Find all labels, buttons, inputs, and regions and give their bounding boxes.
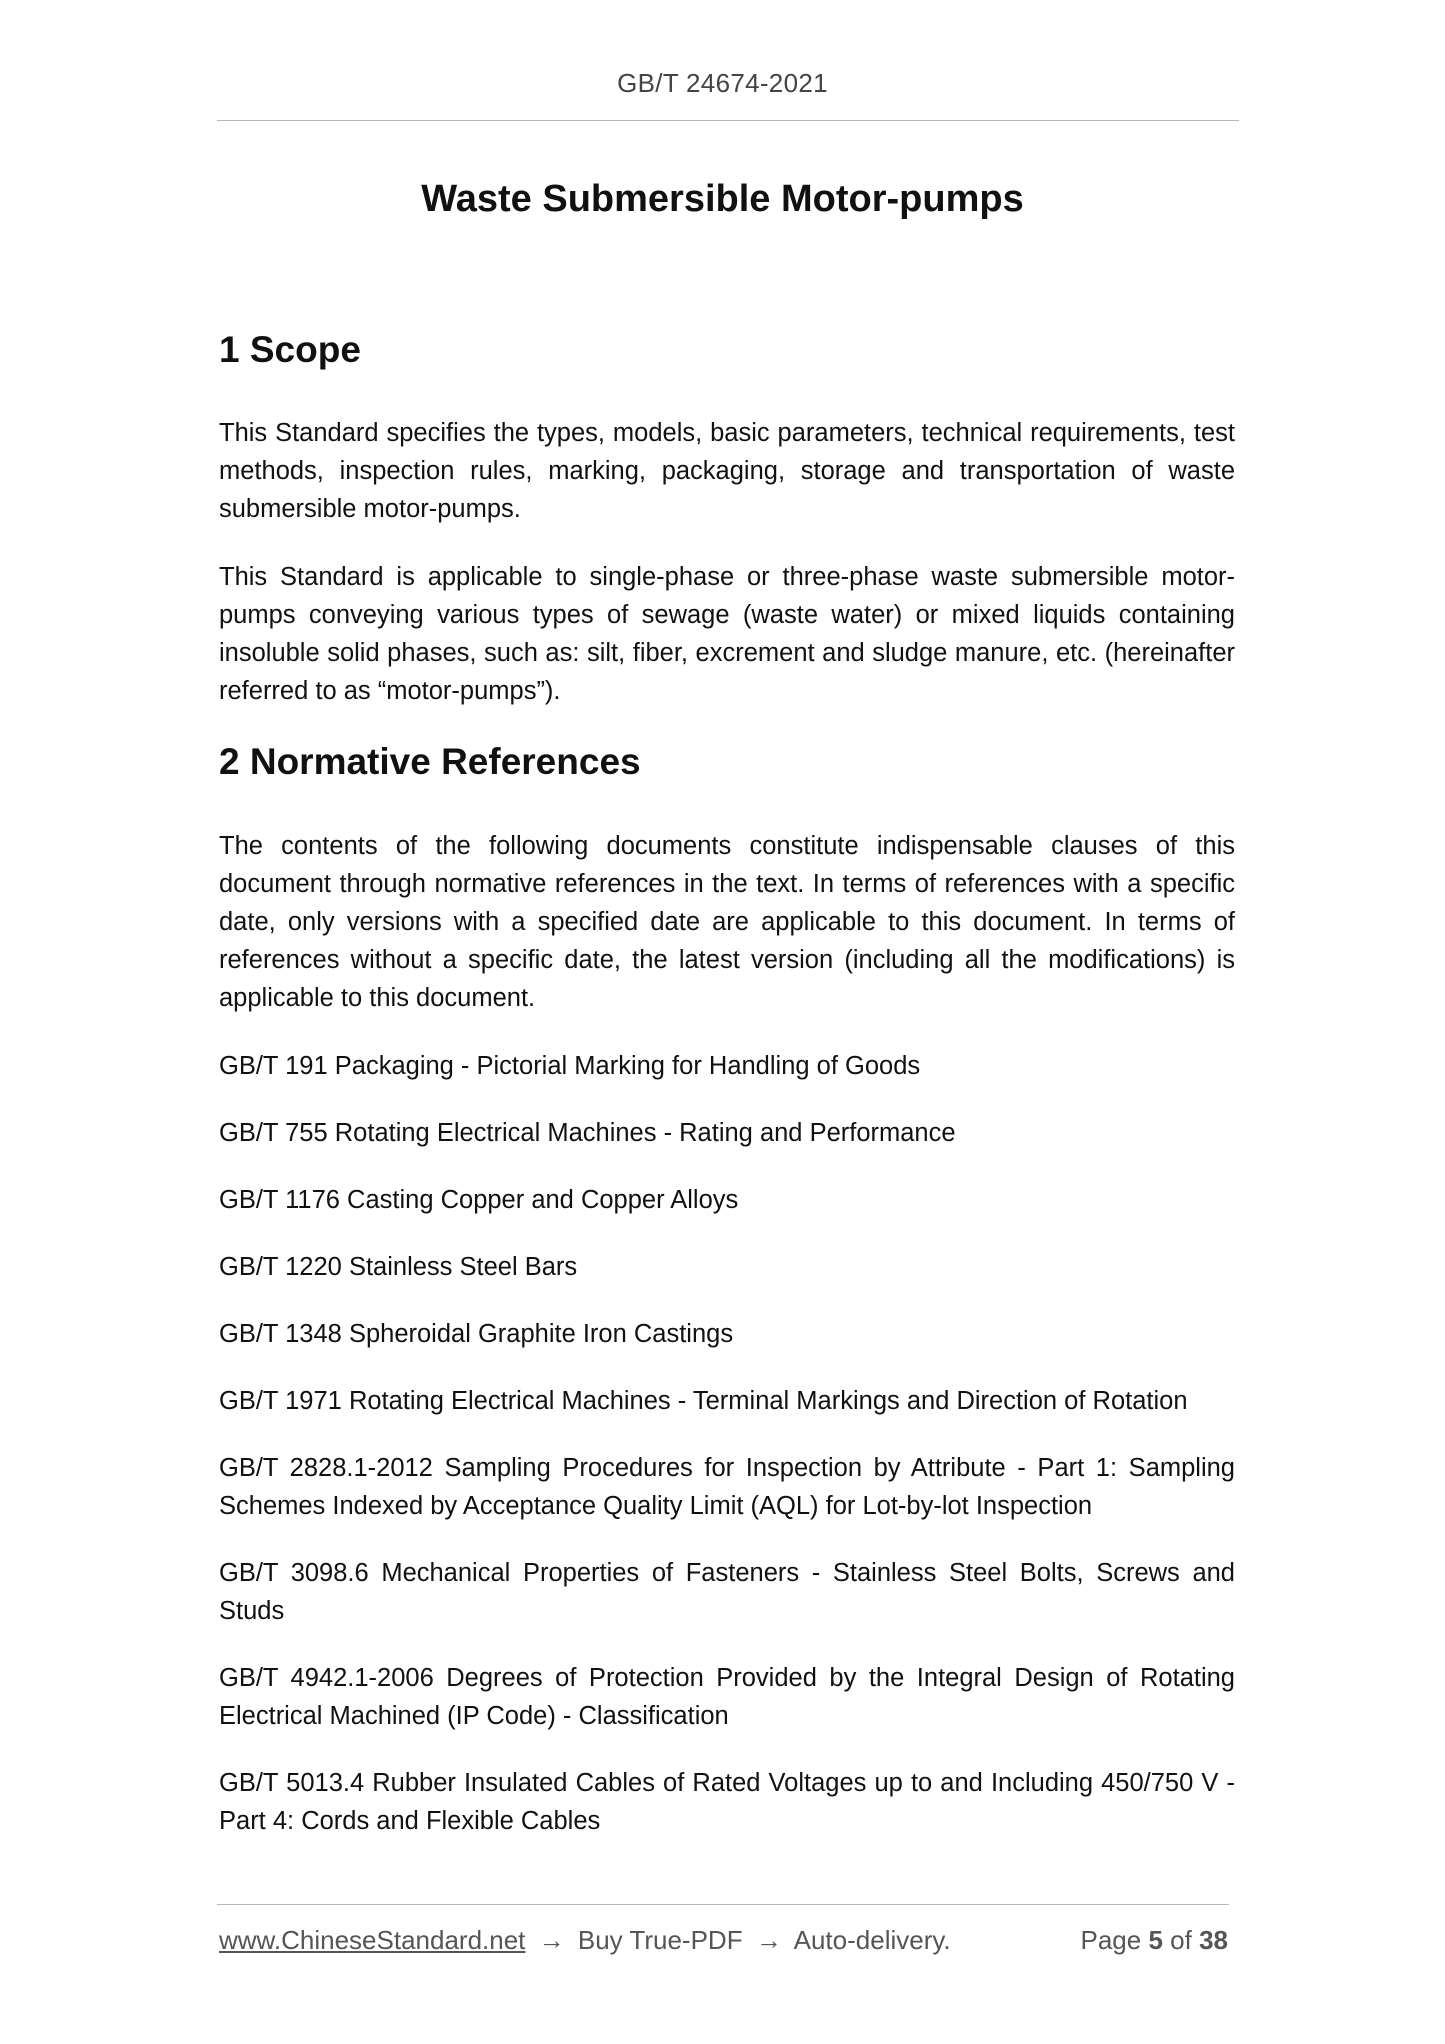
header-divider [217, 120, 1239, 121]
reference-item: GB/T 2828.1-2012 Sampling Procedures for Inspection by Attribute - Part 1: Sampling Schemes Indexed by Acceptance Quality Limit (AQL) for Lot-by-lot Inspection [219, 1453, 1235, 1520]
arrow-right-icon: → [755, 1925, 782, 1955]
scope-paragraph: This Standard specifies the types, models, basic parameters, technical requirements, test methods, inspection rules, marking, packaging, storage and transportation of waste submersible motor-pumps. [219, 419, 1235, 524]
reference-item: GB/T 3098.6 Mechanical Properties of Fasteners - Stainless Steel Bolts, Screws and Studs [219, 1558, 1235, 1625]
footer-promo [219, 1925, 951, 1956]
section-heading-normative-references: 2 Normative References [219, 741, 641, 783]
current-page-number: 5 [1148, 1925, 1163, 1955]
reference-item: GB/T 5013.4 Rubber Insulated Cables of Rated Voltages up to and Including 450/750 V - Part 4: Cords and Flexible Cables [219, 1768, 1235, 1835]
section-heading-scope: 1 Scope [219, 329, 361, 370]
website-link[interactable]: www.ChineseStandard.net [219, 1925, 526, 1955]
footer-divider [217, 1904, 1229, 1905]
reference-item: GB/T 1176 Casting Copper and Copper Alloys [219, 1185, 739, 1214]
page-label: Page [1080, 1925, 1142, 1955]
of-label: of [1170, 1925, 1192, 1955]
references-intro-paragraph: The contents of the following documents constitute indispensable clauses of this document through normative references in the text. In terms of references with a specific date, only versions with a specified date are applicable to this document. In terms of references without a specific date, the latest version (including all the modifications) is applicable to this document. [219, 831, 1235, 1012]
document-title: Waste Submersible Motor-pumps [421, 178, 1024, 220]
document-body [219, 328, 1235, 1869]
reference-item: GB/T 4942.1-2006 Degrees of Protection Provided by the Integral Design of Rotating Electrical Machined (IP Code) - Classification [219, 1663, 1235, 1730]
reference-item: GB/T 1348 Spheroidal Graphite Iron Castings [219, 1319, 734, 1348]
reference-item: GB/T 755 Rotating Electrical Machines - Rating and Performance [219, 1118, 956, 1147]
scope-paragraph: This Standard is applicable to single-phase or three-phase waste submersible motor-pumps conveying various types of sewage (waste water) or mixed liquids containing insoluble solid phases, such as: silt, fiber, excrement and sludge manure, etc. (hereinafter referred to as “motor-pumps”). [219, 563, 1235, 706]
reference-item: GB/T 1971 Rotating Electrical Machines - Terminal Markings and Direction of Rotation [219, 1386, 1188, 1415]
reference-item: GB/T 191 Packaging - Pictorial Marking for Handling of Goods [219, 1051, 921, 1080]
buy-text: Buy True-PDF [577, 1925, 743, 1955]
reference-list [219, 1047, 1235, 1840]
delivery-text: Auto-delivery. [793, 1925, 951, 1955]
arrow-right-icon: → [538, 1925, 565, 1955]
total-pages-number: 38 [1199, 1925, 1228, 1955]
page-indicator [1080, 1925, 1228, 1956]
reference-item: GB/T 1220 Stainless Steel Bars [219, 1252, 578, 1281]
running-header: GB/T 24674-2021 [617, 68, 828, 98]
